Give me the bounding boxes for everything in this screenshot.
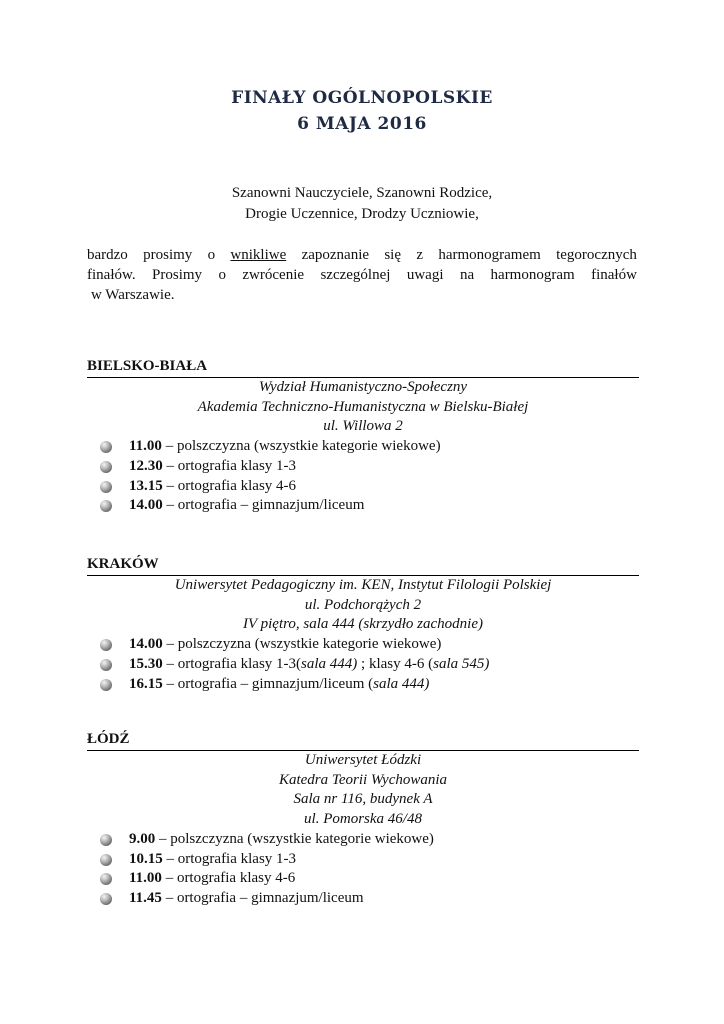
word: o (207, 247, 216, 263)
venue-line: ul. Willowa 2 (323, 418, 403, 435)
word: na (459, 267, 475, 283)
word: o (218, 267, 226, 283)
schedule-item (87, 457, 639, 477)
word: Prosimy (152, 267, 203, 283)
item-time: 12.30 (129, 457, 163, 474)
item-text: – ortografia – gimnazjum/liceum (161, 889, 364, 906)
sphere-bullet-icon (100, 854, 112, 866)
underlined-word: wnikliwe (230, 247, 287, 263)
venue-line: Katedra Teorii Wychowania (278, 771, 448, 788)
greeting-line-2: Drogie Uczennice, Drodzy Uczniowie, (245, 206, 479, 222)
schedule-item (87, 675, 639, 695)
intro-paragraph (87, 245, 637, 305)
schedule-item (87, 635, 639, 655)
item-time: 11.45 (129, 889, 162, 906)
intro-line-2 (87, 265, 637, 285)
greeting-line-1: Szanowni Nauczyciele, Szanowni Rodzice, (231, 185, 493, 201)
item-text: – ortografia klasy 4-6 (161, 870, 296, 887)
venue-line: Sala nr 116, budynek A (293, 791, 433, 808)
section-lodz (87, 729, 639, 909)
section-title: KRAKÓW (87, 554, 639, 576)
item-text: – ortografia – gimnazjum/liceum ( (162, 675, 374, 692)
sphere-bullet-icon (100, 679, 112, 691)
item-text: – ortografia klasy 1-3 (162, 850, 297, 867)
item-text: ; klasy 4-6 ( (357, 655, 434, 672)
schedule-item (87, 850, 639, 870)
schedule-item (87, 477, 639, 497)
schedule-item (87, 496, 639, 516)
sphere-bullet-icon (100, 500, 112, 512)
word: z (416, 247, 423, 263)
word: uwagi (406, 267, 444, 283)
word: prosimy (143, 247, 193, 263)
venue-line: Akademia Techniczno-Humanistyczna w Bielsku-Białej (197, 398, 529, 415)
word: szczególnej (320, 267, 391, 283)
room-label: sala 545) (433, 655, 490, 672)
item-time: 10.15 (129, 850, 163, 867)
venue-line: ul. Pomorska 46/48 (304, 811, 422, 828)
item-text: – ortografia klasy 4-6 (162, 477, 297, 494)
sphere-bullet-icon (100, 639, 112, 651)
item-text: – ortografia – gimnazjum/liceum (162, 497, 365, 514)
schedule-item (87, 830, 639, 850)
item-time: 11.00 (129, 870, 162, 887)
document-date: 6 MAJA 2016 (297, 114, 427, 134)
intro-line-1 (87, 245, 637, 265)
word: harmonogramem (438, 247, 541, 263)
section-bielsko-biala (87, 356, 639, 516)
venue-line: Uniwersytet Łódzki (304, 752, 422, 768)
schedule-item (87, 437, 639, 457)
venue-line: Wydział Humanistyczno-Społeczny (258, 379, 468, 395)
item-time: 14.00 (129, 497, 163, 514)
item-time: 16.15 (129, 675, 163, 692)
word: tegorocznych (556, 247, 637, 263)
section-title: BIELSKO-BIAŁA (87, 356, 639, 378)
word: bardzo (87, 247, 128, 263)
sphere-bullet-icon (100, 481, 112, 493)
sphere-bullet-icon (100, 834, 112, 846)
sphere-bullet-icon (100, 461, 112, 473)
item-time: 9.00 (129, 830, 156, 847)
word: finałów. (87, 267, 136, 283)
word: finałów (591, 267, 637, 283)
schedule-item (87, 889, 639, 909)
word: zapoznanie (301, 247, 370, 263)
item-text: – polszczyzna (wszystkie kategorie wiekowe) (162, 636, 442, 653)
item-text: – ortografia klasy 1-3 (162, 457, 297, 474)
sphere-bullet-icon (100, 873, 112, 885)
item-text: – polszczyzna (wszystkie kategorie wiekowe) (161, 438, 441, 455)
item-time: 11.00 (129, 438, 162, 455)
intro-line-3: w Warszawie. (91, 287, 175, 303)
sphere-bullet-icon (100, 441, 112, 453)
venue-line: IV piętro, sala 444 (skrzydło zachodnie) (243, 616, 483, 633)
schedule-item (87, 655, 639, 675)
schedule-item (87, 869, 639, 889)
item-time: 14.00 (129, 636, 163, 653)
item-time: 15.30 (129, 655, 163, 672)
venue-line: Uniwersytet Pedagogiczny im. KEN, Instytut Filologii Polskiej (174, 577, 552, 593)
word: zwrócenie (242, 267, 305, 283)
room-label: sala 444) (301, 655, 358, 672)
item-text: – ortografia klasy 1-3( (162, 655, 302, 672)
section-title: ŁÓDŹ (87, 729, 639, 751)
word: się (384, 247, 402, 263)
venue-line: ul. Podchorążych 2 (304, 596, 422, 613)
document-title: FINAŁY OGÓLNOPOLSKIE (231, 88, 493, 108)
section-krakow (87, 554, 639, 694)
item-text: – polszczyzna (wszystkie kategorie wiekowe) (155, 830, 434, 847)
room-label: sala 444) (373, 675, 430, 692)
sphere-bullet-icon (100, 659, 112, 671)
item-time: 13.15 (129, 477, 163, 494)
sphere-bullet-icon (100, 893, 112, 905)
word: harmonogram (490, 267, 575, 283)
